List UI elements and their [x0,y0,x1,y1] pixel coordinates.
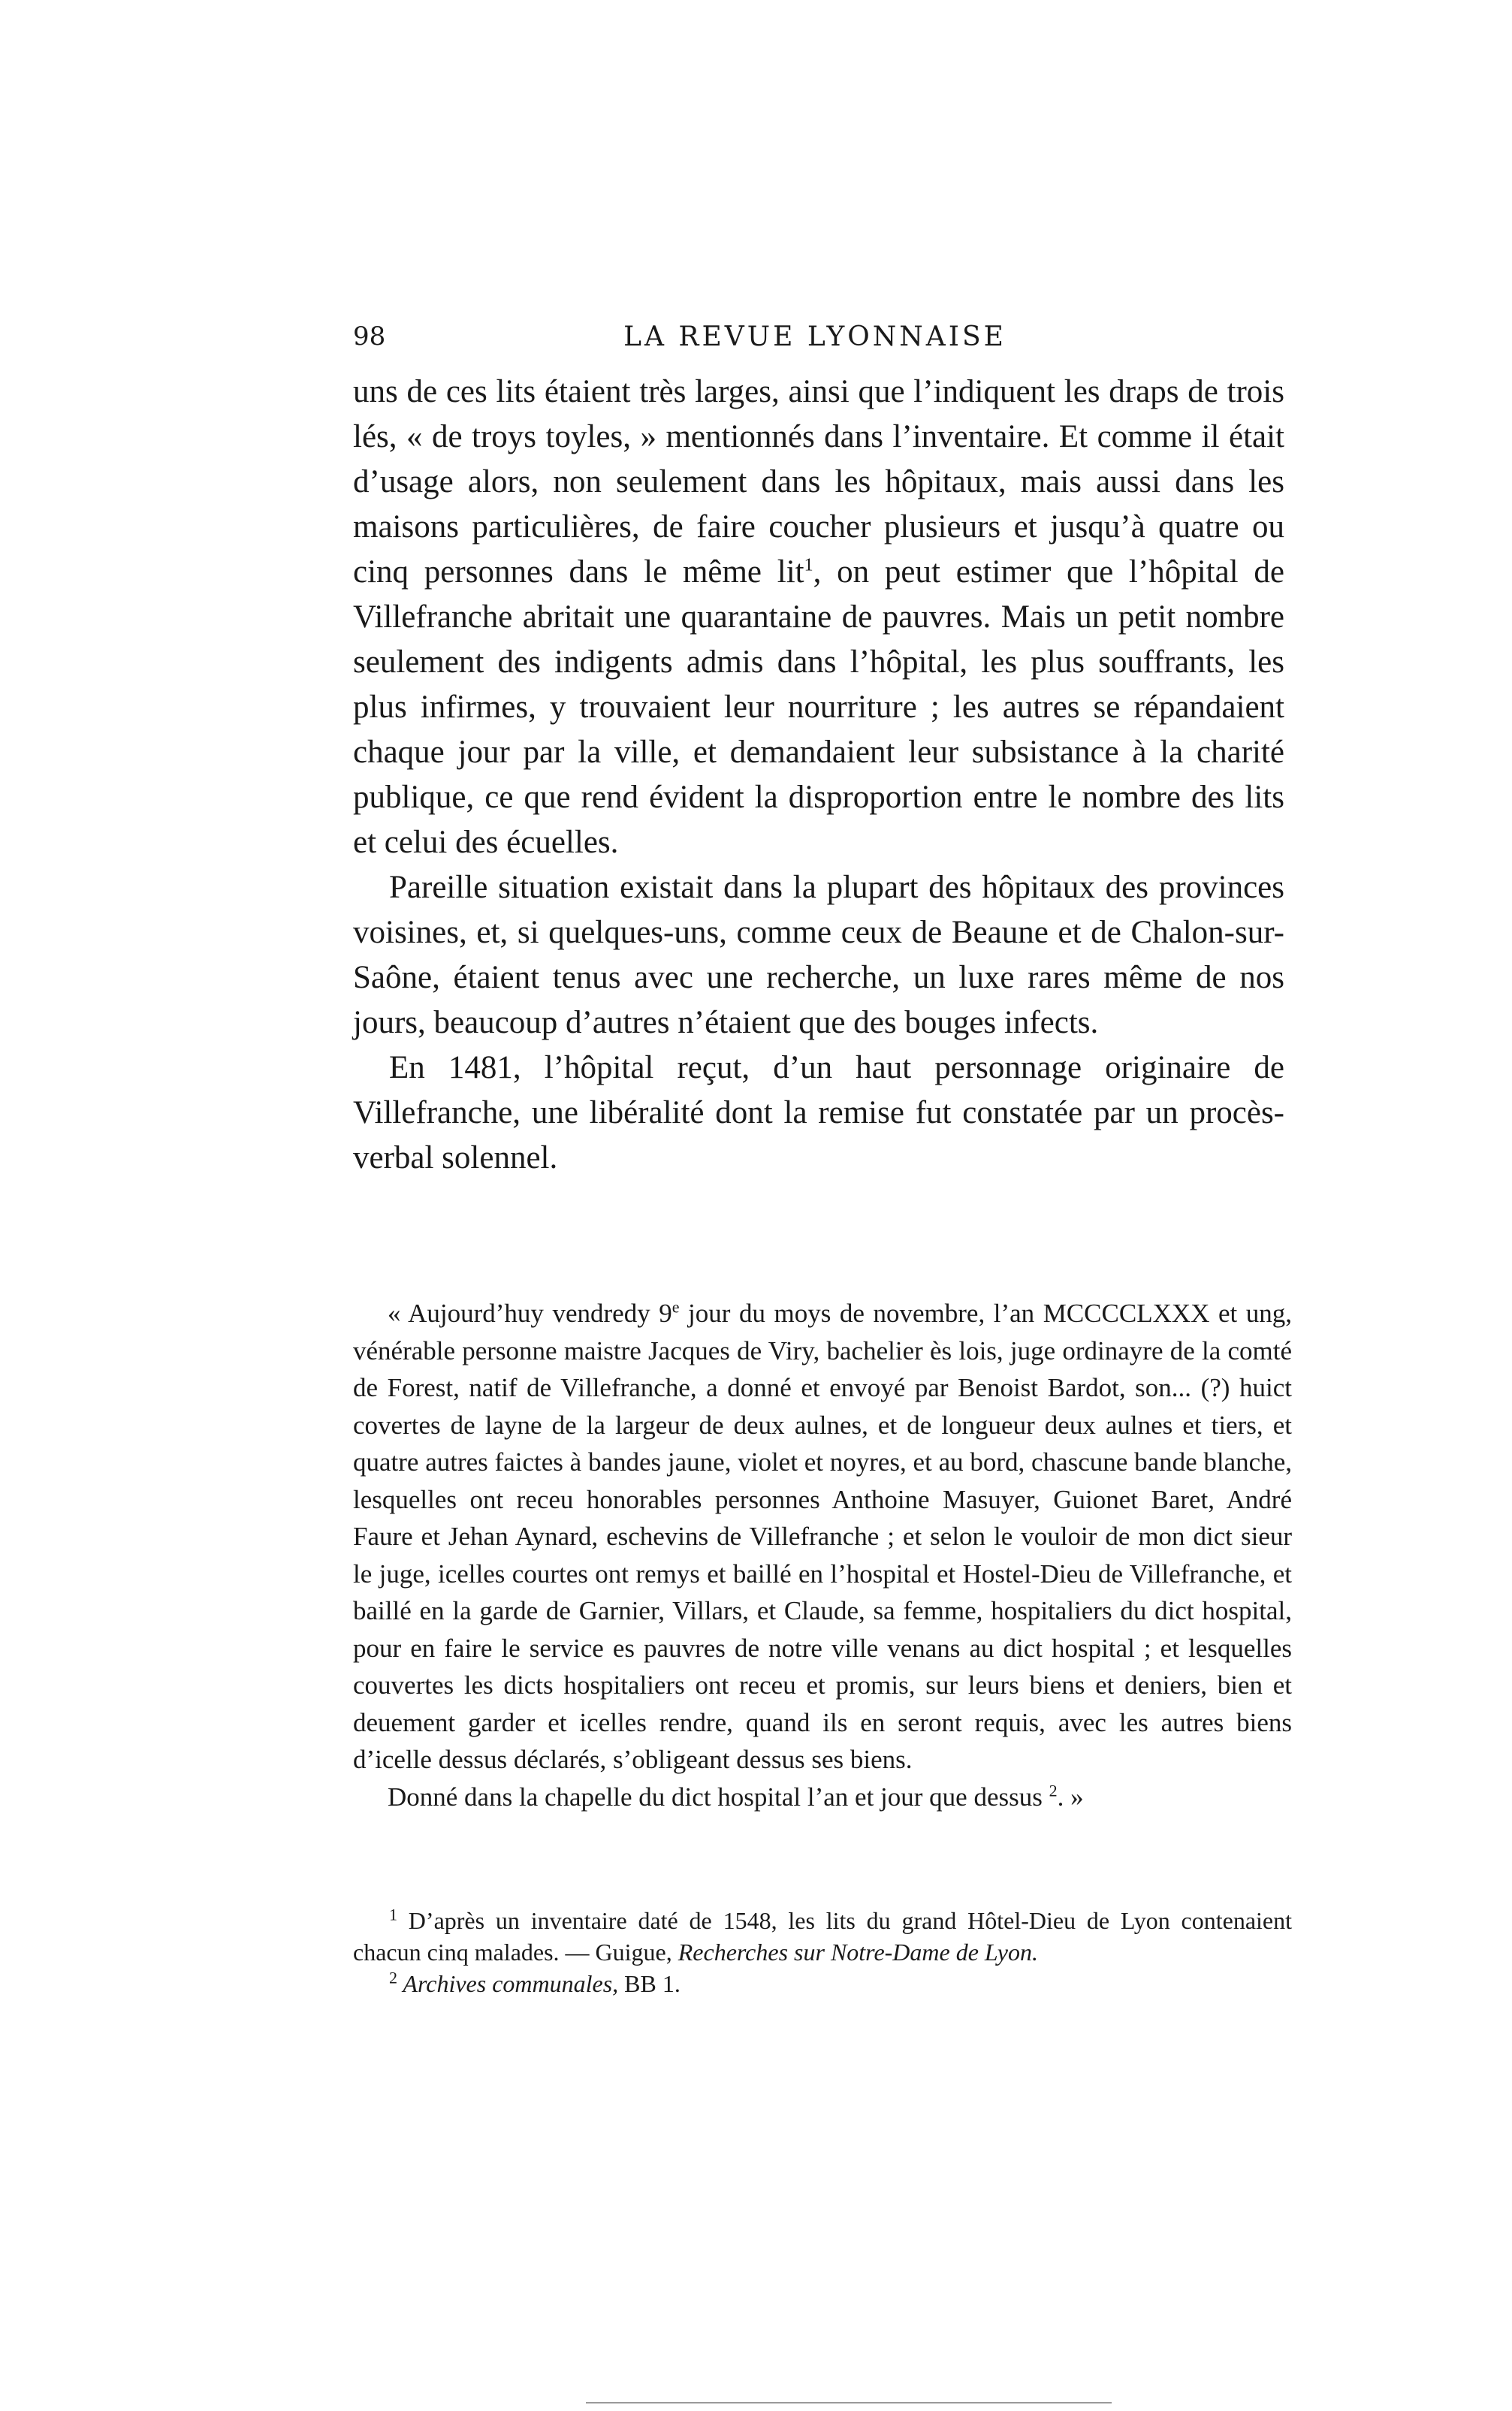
page-header [353,321,1277,367]
page-number: 98 [353,321,386,352]
footnote-ref-2: 2 [1049,1780,1058,1800]
paragraph-1 [353,370,1284,865]
quote-start: « Aujourd’huy vendredy 9 [388,1299,672,1328]
footnotes [353,1905,1292,1999]
footnote-2 [353,1968,1292,1999]
footnote-ref-1: 1 [804,555,813,575]
paragraph-1-text: uns de ces lits étaient très larges, ainsi que l’indiquent les draps de trois lés, « de troys toyles, » mentionnés dans l’inventaire. Et comme il était d’usage alors, non seulement dans les hôpitaux, mais aussi dans les maisons particulières, de faire coucher plusieurs et jusqu’à quatre ou cinq personnes dans le même lit [353,374,1284,590]
footnote-2-mark: 2 [389,1968,397,1987]
footnote-1-text: D’après un inventaire daté de 1548, les lits du grand Hôtel-Dieu de Lyon contenaient chacun cinq malades. — Guigue, [353,1907,1292,1966]
quote-closing: Donné dans la chapelle du dict hospital l’an et jour que dessus [388,1782,1043,1812]
paragraph-1-continuation: , on peut estimer que l’hôpital de Villefranche abritait une quarantaine de pauvres. Mais un petit nombre seulement des indigents admis dans l’hôpital, les plus souffrants, les plus infirmes, y trouvaient leur nourriture ; les autres se répandaient chaque jour par la ville, et demandaient leur subsistance à la charité publique, ce que rend évident la disproportion entre le nombre des lits et celui des écuelles. [353,554,1284,860]
quote-paragraph-1 [353,1295,1292,1779]
footnote-2-title: Archives communales, [397,1970,619,1997]
quote-paragraph-2 [353,1779,1292,1816]
page-bottom-rule [586,2402,1112,2403]
ordinal-superscript: e [671,1297,680,1317]
paragraph-3: En 1481, l’hôpital reçut, d’un haut personnage originaire de Villefranche, une libéralité dont la remise fut constatée par un procès-verbal solennel. [353,1050,1284,1175]
footnote-1-title: Recherches sur Notre-Dame de Lyon. [678,1939,1038,1966]
running-title: LA REVUE LYONNAISE [623,321,1006,352]
main-text [353,370,1284,1181]
footnote-2-text: BB 1. [618,1970,681,1997]
quote-end: . » [1057,1782,1084,1812]
footnote-1-mark: 1 [389,1905,397,1924]
paragraph-2: Pareille situation existait dans la plupart des hôpitaux des provinces voisines, et, si quelques-uns, comme ceux de Beaune et de Chalon-sur-Saône, étaient tenus avec une recherche, un luxe rares même de nos jours, beaucoup d’autres n’étaient que des bouges infects. [353,870,1284,1040]
footnote-1 [353,1905,1292,1968]
quote-body: jour du moys de novembre, l’an MCCCCLXXX et ung, vénérable personne maistre Jacques de Viry, bachelier ès lois, juge ordinayre de la comté de Forest, natif de Villefranche, a donné et envoyé par Benoist Bardot, son... (?) huict covertes de layne de la largeur de deux aulnes, et de longueur deux aulnes et tiers, et quatre autres faictes à bandes jaune, violet et noyres, et au bord, chascune bande blanche, lesquelles ont receu honorables personnes Anthoine Masuyer, Guionet Baret, André Faure et Jehan Aynard, eschevins de Villefranche ; et selon le vouloir de mon dict sieur le juge, icelles courtes ont remys et baillé en l’hospital et Hostel-Dieu de Villefranche, et baillé en la garde de Garnier, Villars, et Claude, sa femme, hospitaliers du dict hospital, pour en faire le service es pauvres de notre ville venans au dict hospital ; et lesquelles couvertes les dicts hospitaliers ont receu et promis, sur leurs biens et deniers, bien et deuement garder et icelles rendre, quand ils en seront requis, avec les autres biens d’icelle dessus déclarés, s’obligeant dessus ses biens. [353,1299,1293,1774]
quoted-document [353,1295,1292,1815]
